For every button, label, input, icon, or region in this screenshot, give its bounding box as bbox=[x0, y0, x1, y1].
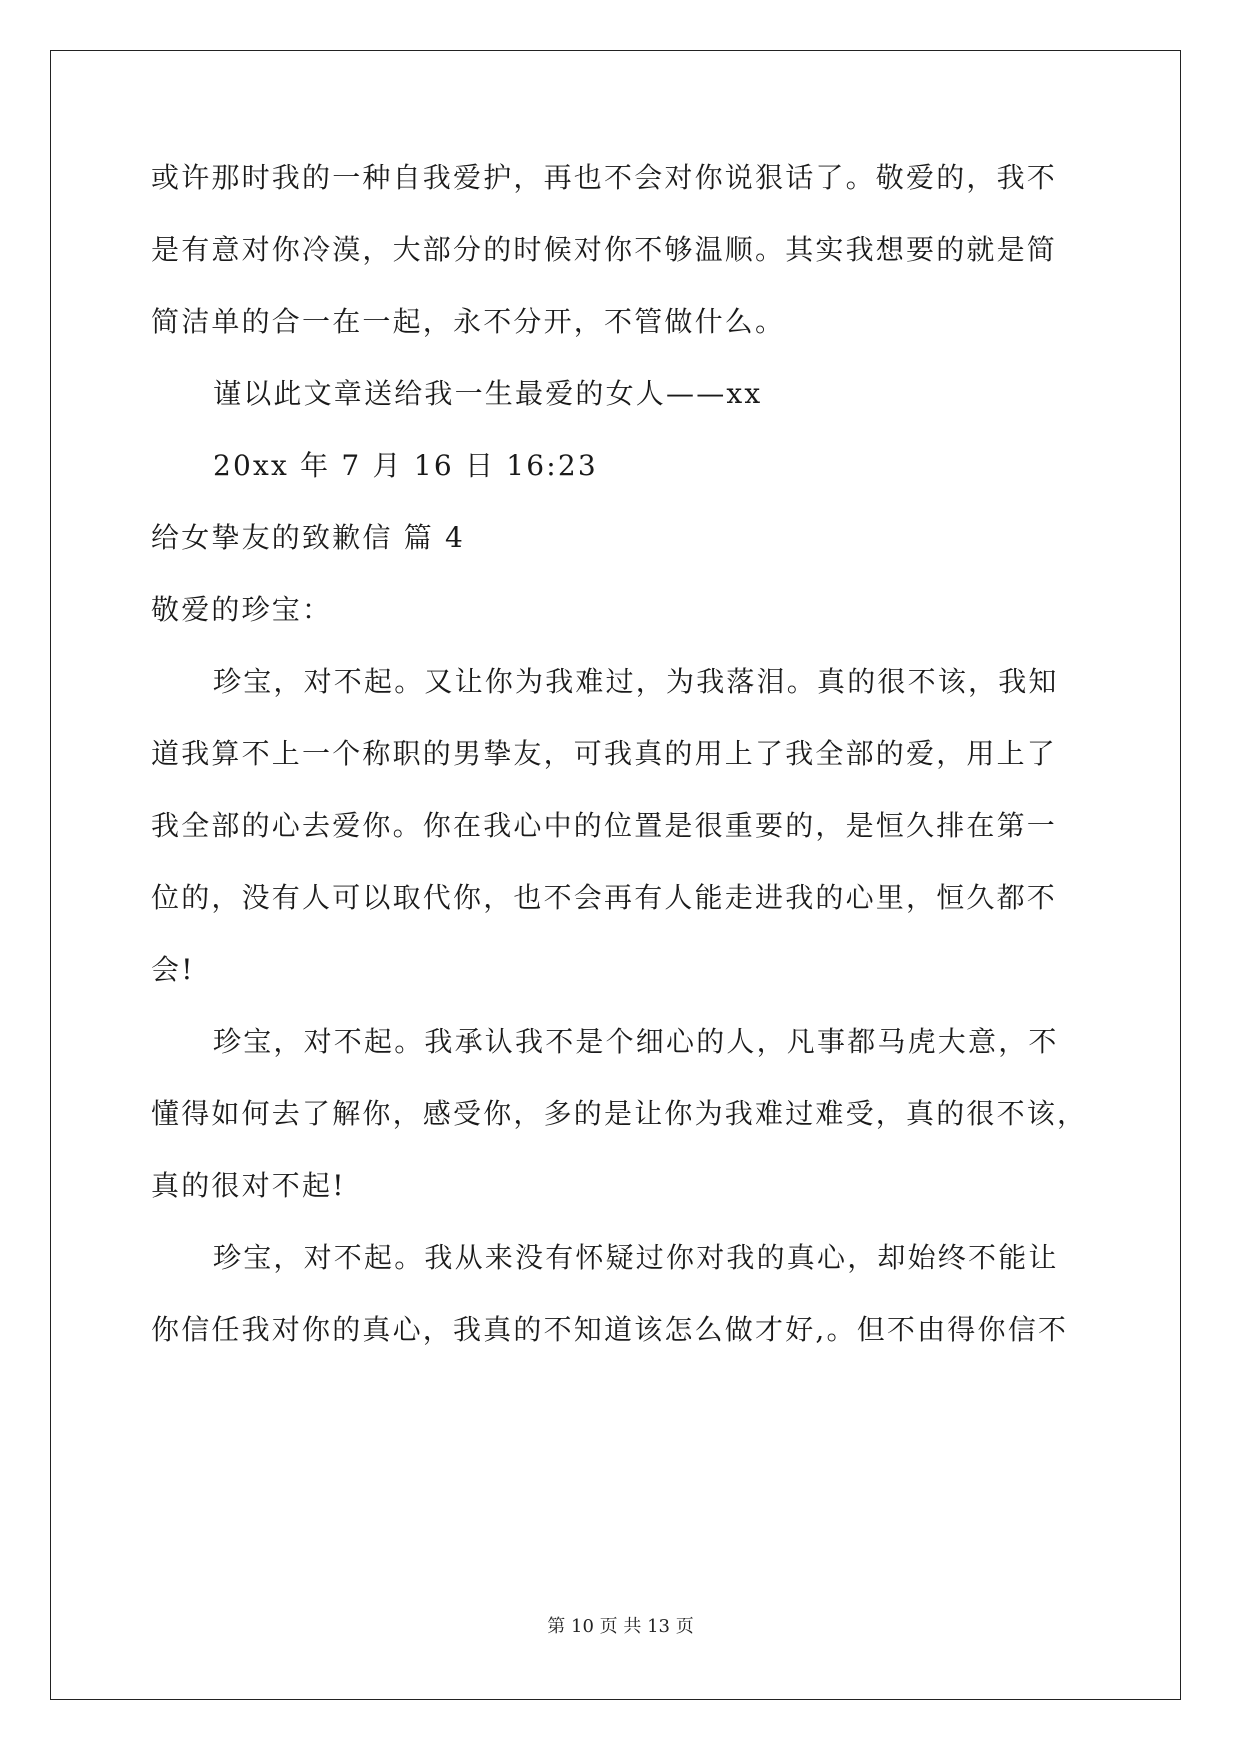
date-line: 20xx 年 7 月 16 日 16:23 bbox=[213, 449, 598, 482]
text-line: 我全部的心去爱你。你在我心中的位置是很重要的，是恒久排在第一 bbox=[151, 809, 1058, 842]
salutation: 敬爱的珍宝： bbox=[151, 593, 333, 626]
text-line: 你信任我对你的真心，我真的不知道该怎么做才好,。但不由得你信不 bbox=[151, 1313, 1069, 1346]
text-line: 珍宝，对不起。我承认我不是个细心的人，凡事都马虎大意，不 bbox=[213, 1025, 1059, 1058]
text-line: 珍宝，对不起。又让你为我难过，为我落泪。真的很不该，我知 bbox=[213, 665, 1059, 698]
text-line: 会! bbox=[151, 953, 195, 986]
page-number-footer: 第 10 页 共 13 页 bbox=[547, 1616, 694, 1637]
text-line: 道我算不上一个称职的男挚友，可我真的用上了我全部的爱，用上了 bbox=[151, 737, 1058, 770]
text-line: 是有意对你冷漠，大部分的时候对你不够温顺。其实我想要的就是简 bbox=[151, 233, 1058, 266]
text-line: 懂得如何去了解你，感受你，多的是让你为我难过难受，真的很不该， bbox=[151, 1097, 1088, 1130]
text-line: 位的，没有人可以取代你，也不会再有人能走进我的心里，恒久都不 bbox=[151, 881, 1058, 914]
section-heading: 给女挚友的致歉信 篇 4 bbox=[151, 521, 466, 554]
dedication-line: 谨以此文章送给我一生最爱的女人——xx bbox=[213, 377, 763, 410]
text-line: 简洁单的合一在一起，永不分开，不管做什么。 bbox=[151, 305, 786, 338]
text-line: 或许那时我的一种自我爱护，再也不会对你说狠话了。敬爱的，我不 bbox=[151, 161, 1058, 194]
text-line: 珍宝，对不起。我从来没有怀疑过你对我的真心，却始终不能让 bbox=[213, 1241, 1059, 1274]
page-border bbox=[50, 50, 1181, 1700]
text-line: 真的很对不起! bbox=[151, 1169, 346, 1202]
